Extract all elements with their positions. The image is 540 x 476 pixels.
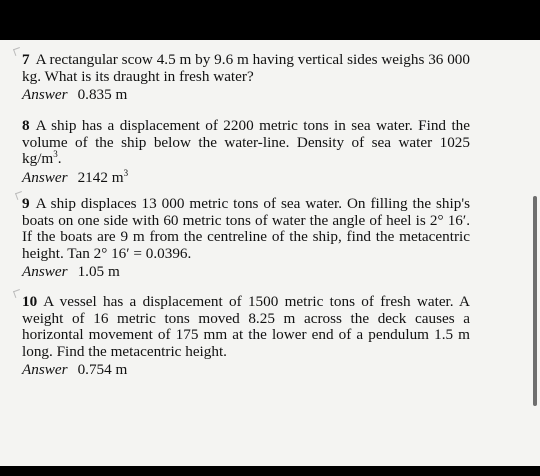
problem-8-number: 8 — [22, 117, 30, 134]
problem-8-body: A ship has a displacement of 2200 metric tons in sea water. Find the volume of the ship below the water-line. Density of sea water 1025 kg/m — [22, 117, 470, 168]
problem-7-answer — [22, 86, 470, 103]
answer-value: 0.754 m — [77, 361, 128, 379]
problem-10 — [22, 294, 470, 378]
bottom-bar — [0, 466, 540, 476]
answer-value: 1.05 m — [77, 263, 120, 281]
scan-mark — [13, 289, 22, 298]
answer-label: Answer — [22, 263, 68, 281]
problem-10-body: A vessel has a displacement of 1500 metric tons of fresh water. A weight of 16 metric tons moved 8.25 m across the deck causes a horizontal movement of 175 mm at the lower end of a pendulum 1.5 m long. Find the metacentric height. — [22, 293, 470, 360]
textbook-page — [0, 40, 540, 466]
problem-9-answer — [22, 263, 470, 280]
problem-9-body: A ship displaces 13 000 metric tons of sea water. On filling the ship's boats on one side with 60 metric tons of water the angle of heel is 2° 16′. If the boats are 9 m from the centreline of the ship, find the metacentric height. Tan 2° 16′ = 0.0396. — [22, 195, 470, 262]
answer-superscript: 3 — [123, 167, 129, 178]
problem-7 — [22, 52, 470, 103]
answer-value: 2142 m — [77, 168, 124, 186]
answer-label: Answer — [22, 168, 68, 186]
problem-8-answer — [22, 169, 470, 186]
problem-8 — [22, 118, 470, 186]
problem-9 — [22, 196, 470, 280]
answer-label: Answer — [22, 86, 68, 104]
problem-9-text — [22, 196, 470, 262]
problem-8-superscript: 3 — [53, 149, 58, 160]
scrollbar[interactable] — [533, 196, 537, 406]
scan-mark — [13, 47, 22, 56]
problem-9-number: 9 — [22, 195, 30, 212]
problem-10-text — [22, 294, 470, 360]
answer-label: Answer — [22, 361, 68, 379]
answer-value: 0.835 m — [77, 86, 128, 104]
problem-10-answer — [22, 361, 470, 378]
problem-7-body: A rectangular scow 4.5 m by 9.6 m having vertical sides weighs 36 000 kg. What is its draught in fresh water? — [22, 51, 470, 85]
problem-10-number: 10 — [22, 293, 38, 310]
problem-7-number: 7 — [22, 51, 30, 68]
problem-7-text — [22, 52, 470, 85]
problem-8-text — [22, 118, 470, 168]
problem-8-end: . — [57, 150, 62, 168]
